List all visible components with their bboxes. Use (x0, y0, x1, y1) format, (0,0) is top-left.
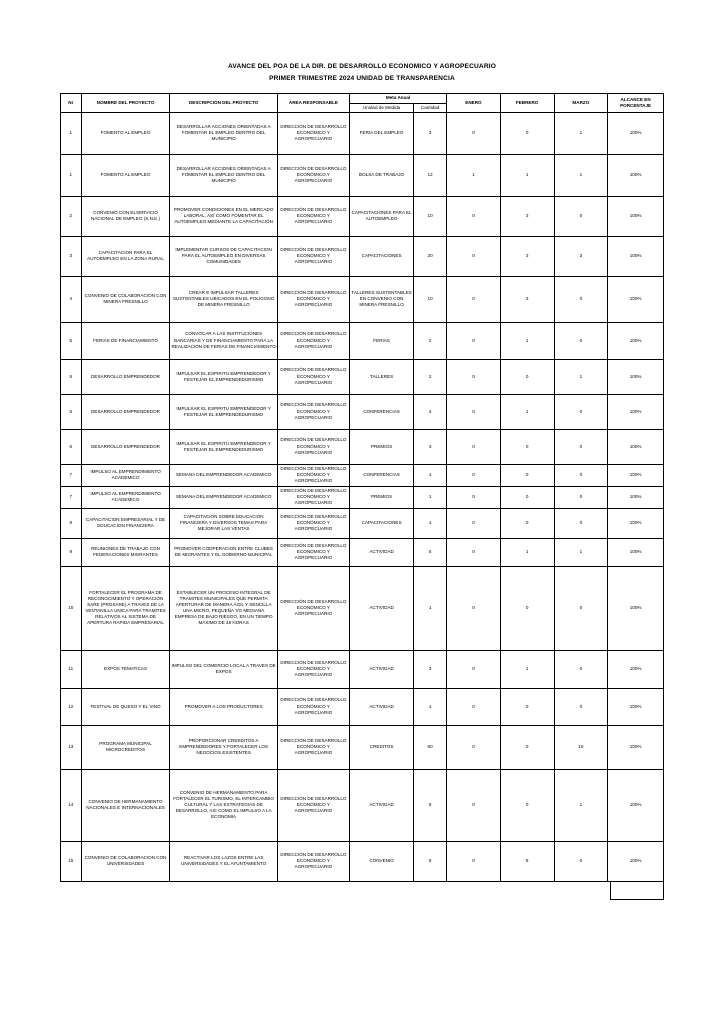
cell-enero: 0 (447, 394, 501, 429)
cell-unidad: ACTIVIDAD (350, 566, 414, 650)
cell-descripcion: DESARROLLAR ACCIONES ORIENTADAS A FOMENTAR EL EMPLEO DENTRO DEL MUNICIPIO (170, 154, 277, 196)
cell-descripcion: CONVOCAR A LAS INSTITUCIONES BANCARIAS Y DE FINANCIAMIENTO PARA LA REALIZACIÓN DE FERIAS DE FINANCIAMIENTO (170, 322, 277, 359)
cell-enero: 0 (447, 359, 501, 394)
cell-descripcion: PROMOVER CONDICIONES EN EL MERCADO LABORAL, ASÍ COMO FOMENTAR EL AUTOEMPLEO MEDIANTE LA CAPACITACIÓN (170, 196, 277, 236)
cell-alcance: 100% (608, 112, 664, 154)
table-row (61, 322, 664, 359)
cell-descripcion: IMPULSAR EL ESPIRITU EMPRENDEDOR Y FESTEJAR EL EMPRENDEDURISMO (170, 394, 277, 429)
cell-nombre: DESARROLLO EMPRENDEDOR (81, 429, 170, 464)
cell-febrero: 3 (500, 276, 554, 322)
cell-area: DIRECCIÓN DE DESARROLLO ECONÓMICO Y AGROPECUARIO (277, 650, 349, 688)
cell-nr: 13 (61, 725, 82, 769)
cell-marzo: 0 (554, 508, 608, 538)
cell-unidad: ACTIVIDAD (350, 769, 414, 841)
table-body (61, 112, 664, 881)
cell-nombre: FERIAS DE FINANCIAMIENTO (81, 322, 170, 359)
cell-unidad: CAPACITACIONES (350, 236, 414, 276)
cell-unidad: PREMIOS (350, 429, 414, 464)
cell-nr: 5 (61, 322, 82, 359)
column-header-unidad-medida: Unidad de Medida (350, 103, 414, 112)
cell-area: DIRECCIÓN DE DESARROLLO ECONÓMICO Y AGROPECUARIO (277, 154, 349, 196)
cell-area: DIRECCIÓN DE DESARROLLO ECONÓMICO Y AGROPECUARIO (277, 196, 349, 236)
cell-cantidad: 12 (414, 154, 447, 196)
cell-nr: 8 (61, 508, 82, 538)
table-footer-box (610, 882, 664, 900)
cell-unidad: FERIA DEL EMPLEO (350, 112, 414, 154)
cell-febrero: 0 (500, 112, 554, 154)
table-row (61, 508, 664, 538)
cell-marzo: 10 (554, 725, 608, 769)
cell-nr: 6 (61, 359, 82, 394)
cell-alcance: 100% (608, 429, 664, 464)
cell-unidad: ACTIVIDAD (350, 688, 414, 725)
title-line-1: AVANCE DEL POA DE LA DIR. DE DESARROLLO ECONOMICO Y AGROPECUARIO (228, 63, 496, 70)
cell-alcance: 100% (608, 464, 664, 486)
cell-enero: 0 (447, 538, 501, 566)
cell-cantidad: 1 (414, 486, 447, 508)
cell-area: DIRECCIÓN DE DESARROLLO ECONÓMICO Y AGROPECUARIO (277, 394, 349, 429)
cell-cantidad: 3 (414, 429, 447, 464)
cell-area: DIRECCIÓN DE DESARROLLO ECONÓMICO Y AGROPECUARIO (277, 841, 349, 881)
cell-unidad: TALLERES SUSTENTABLES EN CONVENIO CON MINERA FRESNILLO (350, 276, 414, 322)
table-row (61, 359, 664, 394)
cell-area: DIRECCIÓN DE DESARROLLO ECONÓMICO Y AGROPECUARIO (277, 236, 349, 276)
cell-enero: 0 (447, 276, 501, 322)
cell-descripcion: CONVENIO DE HERMANAMIENTO PARA FORTALECER EL TURISMO, EL INTERCAMBIO CULTURAL Y LAS ESTRATEGIAS DE DESARROLLO, ASI COMO EL IMPULSO A LA ECONOMIA (170, 769, 277, 841)
cell-enero: 0 (447, 688, 501, 725)
cell-descripcion: CAPACITACION SOBRE EDUCACION FINANCIERA Y DIVERSOS TEMAS PARA MEJORAR LAS VENTAS (170, 508, 277, 538)
cell-nombre: FOMENTO AL EMPLEO (81, 112, 170, 154)
cell-alcance: 100% (608, 196, 664, 236)
column-header-enero: ENERO (447, 94, 501, 112)
table-row (61, 464, 664, 486)
cell-nr: 1 (61, 154, 82, 196)
cell-enero: 0 (447, 508, 501, 538)
cell-cantidad: 1 (414, 566, 447, 650)
table-row (61, 769, 664, 841)
cell-unidad: CONVENIO (350, 841, 414, 881)
cell-enero: 1 (447, 154, 501, 196)
cell-alcance: 100% (608, 566, 664, 650)
cell-alcance: 100% (608, 394, 664, 429)
cell-nr: 6 (61, 394, 82, 429)
cell-unidad: ACTIVIDAD (350, 538, 414, 566)
table-row (61, 841, 664, 881)
cell-unidad: FERIAS (350, 322, 414, 359)
table-row (61, 566, 664, 650)
cell-marzo: 0 (554, 322, 608, 359)
cell-cantidad: 3 (414, 112, 447, 154)
cell-febrero: 0 (500, 429, 554, 464)
cell-cantidad: 60 (414, 725, 447, 769)
cell-nombre: CAPACITACION PARA EL AUTOEMPLEO EN LA ZONA RURAL (81, 236, 170, 276)
cell-marzo: 0 (554, 196, 608, 236)
cell-nr: 4 (61, 276, 82, 322)
cell-unidad: TALLERES (350, 359, 414, 394)
cell-descripcion: DESARROLLAR ACCIONES ORIENTADAS A FOMENTAR EL EMPLEO DENTRO DEL MUNICIPIO (170, 112, 277, 154)
cell-nr: 1 (61, 112, 82, 154)
cell-nr: 6 (61, 429, 82, 464)
cell-enero: 0 (447, 650, 501, 688)
cell-enero: 0 (447, 196, 501, 236)
cell-febrero: 5 (500, 841, 554, 881)
cell-cantidad: 4 (414, 394, 447, 429)
cell-nombre: DESARROLLO EMPRENDEDOR (81, 394, 170, 429)
cell-febrero: 0 (500, 359, 554, 394)
cell-nr: 2 (61, 196, 82, 236)
cell-enero: 0 (447, 236, 501, 276)
title-line-2: PRIMER TRIMESTRE 2024 UNIDAD DE TRANSPARENCIA (269, 75, 455, 83)
cell-febrero: 0 (500, 769, 554, 841)
cell-cantidad: 10 (414, 196, 447, 236)
page-title (60, 62, 664, 84)
cell-marzo: 0 (554, 464, 608, 486)
table-head (61, 94, 664, 112)
cell-nombre: EXPOS TEMATICAS (81, 650, 170, 688)
cell-unidad: ACTIVIDAD (350, 650, 414, 688)
cell-alcance: 100% (608, 508, 664, 538)
cell-nr: 7 (61, 464, 82, 486)
cell-alcance: 100% (608, 154, 664, 196)
cell-descripcion: ESTABLECER UN PROCESO INTEGRAL DE TRAMITES MUNICIPALES QUE PERMITA APERTURAR DE MANERA ÁGIL Y SENCILLA UNA MICRO, PEQUEÑA 'I/O MEDIANA EMPRESA DE BAJO RIESGO, EN UN TIEMPO MÁXIMO DE 48 HORAS (170, 566, 277, 650)
cell-febrero: 1 (500, 650, 554, 688)
cell-unidad: CREDITOS (350, 725, 414, 769)
cell-unidad: CONFERENCIAS (350, 464, 414, 486)
cell-descripcion: PROMOVER CODPERACION ENTRE CLUBES DE MIGRANTES Y EL GOBIERNO MUNICIPAL (170, 538, 277, 566)
cell-febrero: 0 (500, 486, 554, 508)
cell-marzo: 0 (554, 688, 608, 725)
cell-febrero: 0 (500, 566, 554, 650)
cell-marzo: 3 (554, 236, 608, 276)
table-row (61, 486, 664, 508)
cell-descripcion: SEMANA DEL EMPRENDEDOR ACADEMICO (170, 464, 277, 486)
column-header-meta-anual: Meta Anual (350, 94, 447, 103)
cell-area: DIRECCIÓN DE DESARROLLO ECONÓMICO Y AGROPECUARIO (277, 538, 349, 566)
cell-febrero: 0 (500, 688, 554, 725)
cell-alcance: 100% (608, 276, 664, 322)
cell-marzo: 0 (554, 486, 608, 508)
poa-table (60, 93, 664, 881)
cell-febrero: 0 (500, 464, 554, 486)
cell-alcance: 100% (608, 538, 664, 566)
cell-marzo: 0 (554, 276, 608, 322)
cell-area: DIRECCIÓN DE DESARROLLO ECONÓMICO Y AGROPECUARIO (277, 276, 349, 322)
cell-cantidad: 10 (414, 276, 447, 322)
cell-descripcion: REACTIVAR LOS LAZOS ENTRE LAS UNIVERSIDADES Y EL AYUNTAMIENTO (170, 841, 277, 881)
cell-marzo: 1 (554, 538, 608, 566)
cell-nombre: DESARROLLO EMPRENDEDOR (81, 359, 170, 394)
cell-marzo: 1 (554, 112, 608, 154)
cell-febrero: 1 (500, 322, 554, 359)
cell-cantidad: 5 (414, 841, 447, 881)
cell-area: DIRECCIÓN DE DESARROLLO ECONÓMICO Y AGROPECUARIO (277, 486, 349, 508)
cell-febrero: 1 (500, 394, 554, 429)
table-row (61, 538, 664, 566)
table-row (61, 112, 664, 154)
cell-marzo: 1 (554, 154, 608, 196)
cell-nombre: CONVENIO DE COLABORACION CON UNIVERSIDADES (81, 841, 170, 881)
cell-unidad: CAPACITACIONES (350, 508, 414, 538)
table-row (61, 725, 664, 769)
cell-alcance: 100% (608, 688, 664, 725)
cell-cantidad: 20 (414, 236, 447, 276)
cell-nr: 9 (61, 538, 82, 566)
cell-area: DIRECCIÓN DE DESARROLLO ECONÓMICO Y AGROPECUARIO (277, 769, 349, 841)
cell-area: DIRECCIÓN DE DESARROLLO ECONÓMICO Y AGROPECUARIO (277, 322, 349, 359)
cell-alcance: 100% (608, 841, 664, 881)
table-row (61, 394, 664, 429)
cell-febrero: 0 (500, 508, 554, 538)
cell-febrero: 1 (500, 154, 554, 196)
cell-febrero: 3 (500, 236, 554, 276)
column-header-nombre: NOMBRE DEL PROYECTO (81, 94, 170, 112)
column-header-area: ÁREA RESPONSABLE (277, 94, 349, 112)
cell-marzo: 0 (554, 394, 608, 429)
cell-nr: 14 (61, 769, 82, 841)
cell-cantidad: 1 (414, 688, 447, 725)
cell-alcance: 100% (608, 769, 664, 841)
column-header-febrero: FEBRERO (500, 94, 554, 112)
cell-nombre: PROGRAMA MUNICIPAL MICROCREDITOS (81, 725, 170, 769)
cell-enero: 0 (447, 725, 501, 769)
cell-descripcion: IMPLEMENTAR CURSOS DE CAPACITACION PARA EL AUTOEMPLEO EN DIVERSAS COMUNIDADES (170, 236, 277, 276)
cell-nombre: FORTALECER EL PROGRAMA DE RECONOCIMIENTO Y OPERACIÓN SARE (PROSARE) A TRAVES DE LA VENTANILLA UNICA PARA TRAMITES RELATIVOS AL SISTEMA DE APERTURA RAPIDA EMPRESARIAL (81, 566, 170, 650)
cell-nombre: IMPULSO AL EMPRENDIMIENTO ACADEMICO (81, 486, 170, 508)
cell-nombre: REUNIONES DE TRABAJO CON FEDERACIONES MIGRANTES (81, 538, 170, 566)
cell-descripcion: PROPORCIONAR CREEDITOS A EMPRENDEDORES Y FORTALECER LOS NEGOCIOS EXISTENTES (170, 725, 277, 769)
column-header-marzo: MARZO (554, 94, 608, 112)
cell-marzo: 0 (554, 650, 608, 688)
cell-nr: 12 (61, 688, 82, 725)
cell-enero: 0 (447, 112, 501, 154)
cell-nombre: FOMENTO AL EMPLEO (81, 154, 170, 196)
cell-area: DIRECCIÓN DE DESARROLLO ECONÓMICO Y AGROPECUARIO (277, 112, 349, 154)
cell-alcance: 100% (608, 236, 664, 276)
column-header-nr: Nr (61, 94, 82, 112)
cell-alcance: 100% (608, 322, 664, 359)
cell-enero: 0 (447, 486, 501, 508)
cell-febrero: 1 (500, 538, 554, 566)
cell-descripcion: IMPULSO DEL COMERCIO LOCAL A TRAVES DE EXPOS (170, 650, 277, 688)
cell-cantidad: 1 (414, 464, 447, 486)
cell-febrero: 3 (500, 196, 554, 236)
cell-cantidad: 3 (414, 650, 447, 688)
table-row (61, 688, 664, 725)
cell-enero: 0 (447, 322, 501, 359)
cell-descripcion: CREAR E IMPULSAR TALLERES SUSTENTABLES UBICADOS EN EL POLIGONO DE MINERA FRESNILLO (170, 276, 277, 322)
cell-alcance: 100% (608, 650, 664, 688)
table-row (61, 650, 664, 688)
cell-descripcion: IMPULSAR EL ESPIRITU EMPRENDEDOR Y FESTEJAR EL EMPRENDEDURISMO (170, 359, 277, 394)
cell-enero: 0 (447, 429, 501, 464)
cell-marzo: 0 (554, 841, 608, 881)
table-row (61, 196, 664, 236)
cell-descripcion: PROMOVER A LOS PRODUCTORES (170, 688, 277, 725)
cell-nombre: CONVENIO DE HERMANAMIENTO NACIONALES E INTERNACIONALES (81, 769, 170, 841)
cell-area: DIRECCIÓN DE DESARROLLO ECONÓMICO Y AGROPECUARIO (277, 464, 349, 486)
table-row (61, 429, 664, 464)
cell-enero: 0 (447, 464, 501, 486)
cell-alcance: 100% (608, 359, 664, 394)
cell-unidad: PREMIOS (350, 486, 414, 508)
cell-descripcion: SEMANA DEL EMPRENDEDOR ACADEMICO (170, 486, 277, 508)
cell-unidad: CAPACITACIONES PARA EL AUTOEMPLEO (350, 196, 414, 236)
table-row (61, 154, 664, 196)
cell-enero: 0 (447, 769, 501, 841)
cell-area: DIRECCIÓN DE DESARROLLO ECONÓMICO Y AGROPECUARIO (277, 688, 349, 725)
cell-nr: 10 (61, 566, 82, 650)
cell-enero: 0 (447, 566, 501, 650)
table-row (61, 236, 664, 276)
cell-nr: 15 (61, 841, 82, 881)
cell-nombre: CONVENIO CON ELSERVICIO NACIONAL DE EMPLEO (S.N.E.) (81, 196, 170, 236)
cell-marzo: 1 (554, 769, 608, 841)
cell-nr: 3 (61, 236, 82, 276)
cell-cantidad: 5 (414, 538, 447, 566)
cell-enero: 0 (447, 841, 501, 881)
cell-cantidad: 2 (414, 359, 447, 394)
cell-febrero: 0 (500, 725, 554, 769)
column-header-alcance: ALCANCE EN PORCENTAJE (608, 94, 664, 112)
cell-unidad: BOLSA DE TRABAJO (350, 154, 414, 196)
cell-cantidad: 2 (414, 322, 447, 359)
table-row (61, 276, 664, 322)
cell-nr: 7 (61, 486, 82, 508)
cell-marzo: 1 (554, 359, 608, 394)
cell-marzo: 0 (554, 566, 608, 650)
cell-alcance: 100% (608, 486, 664, 508)
cell-nombre: FESTIVAL DE QUESO Y EL VINO (81, 688, 170, 725)
cell-area: DIRECCIÓN DE DESARROLLO ECONÓMICO Y AGROPECUARIO (277, 359, 349, 394)
column-header-descripcion: DESCRIPCIÓN DEL PROYECTO (170, 94, 277, 112)
column-header-cantidad: Cantidad (414, 103, 447, 112)
cell-cantidad: 5 (414, 769, 447, 841)
cell-nombre: CAPACITACION EMPRESARIAL Y DE EDUCACION FINANCIERA (81, 508, 170, 538)
cell-nr: 11 (61, 650, 82, 688)
cell-nombre: CONVENIO DE COLABORACION CON MINERA FRESNILLO (81, 276, 170, 322)
cell-unidad: CONFERENCIAS (350, 394, 414, 429)
cell-descripcion: IMPULSAR EL ESPIRITU EMPRENDEDOR Y FESTEJAR EL EMPRENDEDURISMO (170, 429, 277, 464)
cell-alcance: 100% (608, 725, 664, 769)
cell-area: DIRECCIÓN DE DESARROLLO ECONÓMICO Y AGROPECUARIO (277, 725, 349, 769)
cell-marzo: 0 (554, 429, 608, 464)
cell-area: DIRECCIÓN DE DESARROLLO ECONÓMICO Y AGROPECUARIO (277, 566, 349, 650)
cell-area: DIRECCIÓN DE DESARROLLO ECONÓMICO Y AGROPECUARIO (277, 508, 349, 538)
cell-nombre: IMPULSO AL EMPRENDIMIENTO ACADEMICO (81, 464, 170, 486)
header-row-1 (61, 94, 664, 103)
cell-cantidad: 1 (414, 508, 447, 538)
cell-area: DIRECCIÓN DE DESARROLLO ECONÓMICO Y AGROPECUARIO (277, 429, 349, 464)
